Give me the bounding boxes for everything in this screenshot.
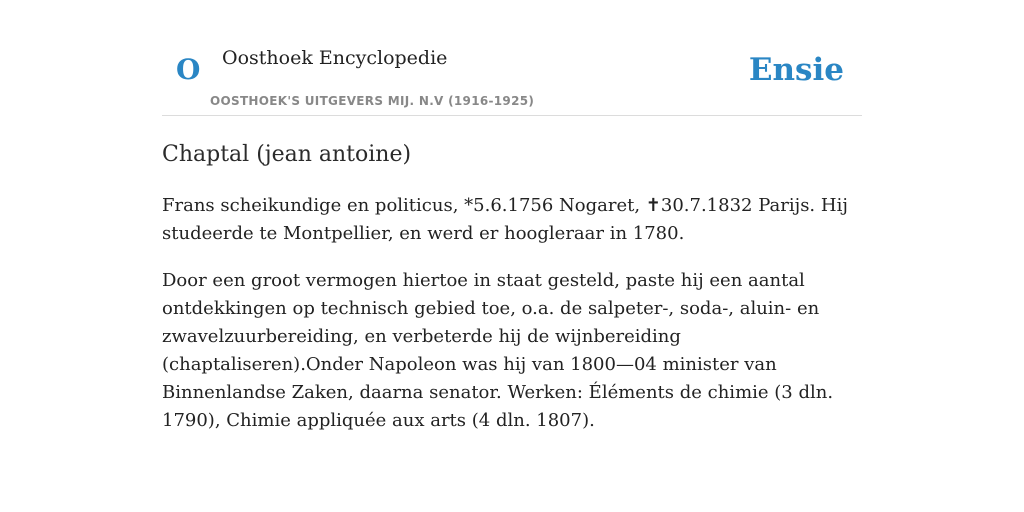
article-paragraph-2: Door een groot vermogen hiertoe in staat gesteld, paste hij een aantal ontdekkingen op technisch gebied toe, o.a. de salpeter-, soda-, aluin- en zwavelzuurbereiding, en verbeterde hij de wijnbereiding (chaptaliseren).Onder Napoleon was hij van 1800—04 minister van Binnenlandse Zaken, daarna senator. Werken: Éléments de chimie (3 dln. 1790), Chimie appliquée aux arts (4 dln. 1807). [162, 270, 834, 431]
logo-icon[interactable]: O [176, 53, 201, 86]
publisher-subtitle: OOSTHOEK'S UITGEVERS MIJ. N.V (1916-1925) [210, 94, 535, 108]
site-header [162, 36, 862, 116]
article-paragraph-1: Frans scheikundige en politicus, *5.6.1756 Nogaret, ✝30.7.1832 Parijs. Hij studeerde te Montpellier, en werd er hoogleraar in 1780. [162, 195, 848, 244]
article-title: Chaptal (jean antoine) [162, 142, 412, 167]
site-title-link[interactable]: Oosthoek Encyclopedie [222, 47, 448, 69]
brand-logo-link[interactable]: Ensie [748, 52, 844, 88]
